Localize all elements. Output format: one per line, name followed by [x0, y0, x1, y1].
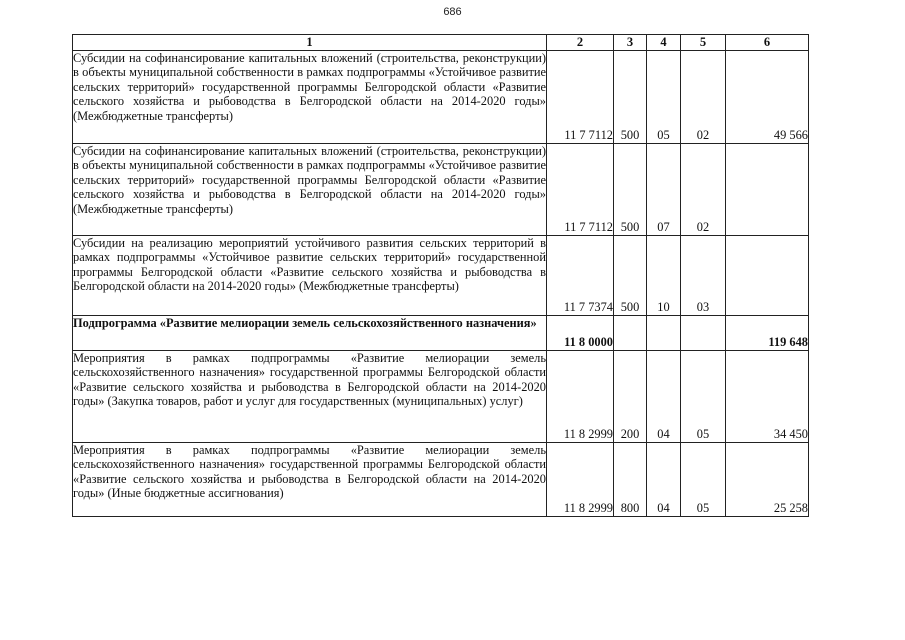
header-col-1: 1 [73, 35, 547, 51]
row-description: Подпрограмма «Развитие мелиорации земель сельскохозяйственного назначения» [73, 315, 547, 350]
row-code: 11 8 2999 [547, 442, 614, 516]
row-code: 11 8 0000 [547, 315, 614, 350]
table-header-row [73, 35, 809, 51]
row-description: Субсидии на софинансирование капитальных вложений (строительства, реконструкции) в объекты муниципальной собственности в рамках подпрограммы «Устойчивое развитие сельских территорий» государственной программы Белгородской области «Развитие сельского хозяйства и рыбоводства в Белгородской области на 2014-2020 годы» (Межбюджетные трансферты) [73, 50, 547, 143]
table-row [73, 350, 809, 442]
table-row [73, 143, 809, 235]
table-row [73, 235, 809, 315]
header-col-2: 2 [547, 35, 614, 51]
row-pr: 02 [681, 143, 726, 235]
row-rz: 04 [647, 350, 681, 442]
row-vid [614, 315, 647, 350]
row-code: 11 8 2999 [547, 350, 614, 442]
row-rz: 10 [647, 235, 681, 315]
header-col-3: 3 [614, 35, 647, 51]
row-code: 11 7 7374 [547, 235, 614, 315]
row-rz [647, 315, 681, 350]
row-amount: 25 258 [726, 442, 809, 516]
row-pr [681, 315, 726, 350]
row-vid: 200 [614, 350, 647, 442]
header-col-4: 4 [647, 35, 681, 51]
row-rz: 05 [647, 50, 681, 143]
row-description: Мероприятия в рамках подпрограммы «Развитие мелиорации земель сельскохозяйственного назначения» государственной программы Белгородской области «Развитие сельского хозяйства и рыбоводства в Белгородской области на 2014-2020 годы» (Закупка товаров, работ и услуг для государственных (муниципальных) услуг) [73, 350, 547, 442]
row-code: 11 7 7112 [547, 50, 614, 143]
row-vid: 500 [614, 50, 647, 143]
row-amount [726, 143, 809, 235]
row-description: Мероприятия в рамках подпрограммы «Развитие мелиорации земель сельскохозяйственного назначения» государственной программы Белгородской области «Развитие сельского хозяйства и рыбоводства в Белгородской области на 2014-2020 годы» (Иные бюджетные ассигнования) [73, 442, 547, 516]
row-pr: 05 [681, 442, 726, 516]
row-vid: 500 [614, 235, 647, 315]
budget-table [72, 34, 809, 517]
row-amount: 34 450 [726, 350, 809, 442]
row-pr: 05 [681, 350, 726, 442]
page-number: 686 [443, 6, 462, 18]
row-pr: 02 [681, 50, 726, 143]
header-col-6: 6 [726, 35, 809, 51]
row-amount: 119 648 [726, 315, 809, 350]
row-rz: 04 [647, 442, 681, 516]
table-row-subprogram [73, 315, 809, 350]
row-rz: 07 [647, 143, 681, 235]
row-amount [726, 235, 809, 315]
header-col-5: 5 [681, 35, 726, 51]
row-description: Субсидии на реализацию мероприятий устойчивого развития сельских территорий в рамках подпрограммы «Устойчивое развитие сельских территорий» государственной программы Белгородской области «Развитие сельского хозяйства и рыбоводства в Белгородской области на 2014-2020 годы» (Межбюджетные трансферты) [73, 235, 547, 315]
table-row [73, 442, 809, 516]
row-vid: 500 [614, 143, 647, 235]
row-description: Субсидии на софинансирование капитальных вложений (строительства, реконструкции) в объекты муниципальной собственности в рамках подпрограммы «Устойчивое развитие сельских территорий» государственной программы Белгородской области «Развитие сельского хозяйства и рыбоводства в Белгородской области на 2014-2020 годы» (Межбюджетные трансферты) [73, 143, 547, 235]
row-vid: 800 [614, 442, 647, 516]
row-pr: 03 [681, 235, 726, 315]
table-row [73, 50, 809, 143]
row-amount: 49 566 [726, 50, 809, 143]
row-code: 11 7 7112 [547, 143, 614, 235]
